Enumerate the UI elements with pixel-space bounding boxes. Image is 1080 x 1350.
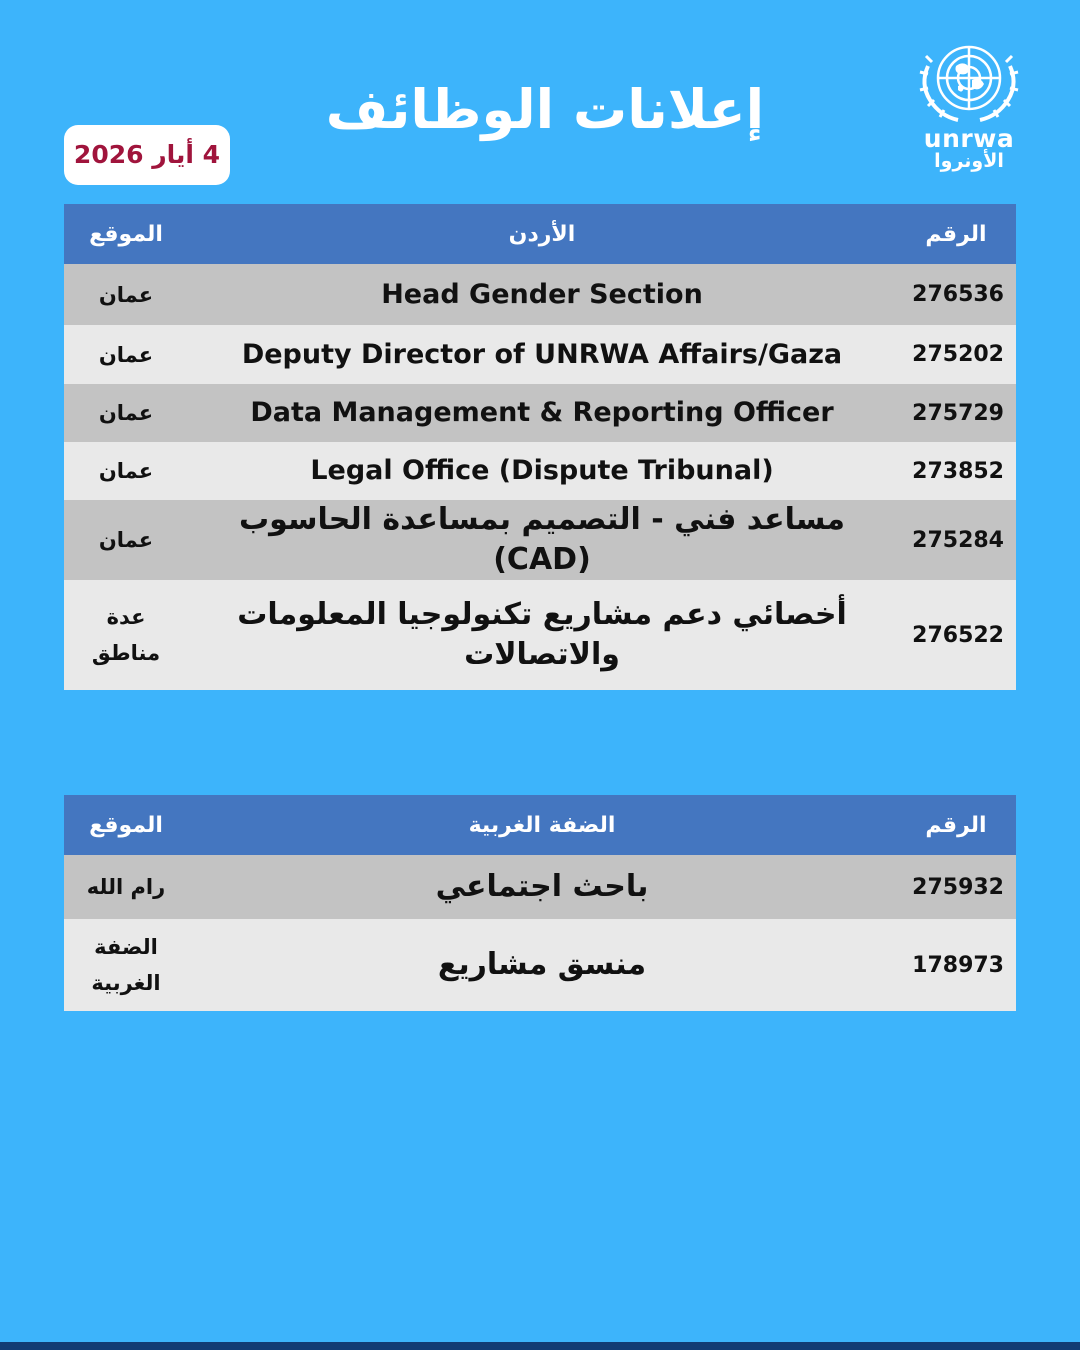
table-row (64, 264, 1016, 325)
job-number: 276522 (896, 580, 1016, 690)
job-title: أخصائي دعم مشاريع تكنولوجيا المعلومات والاتصالات (188, 580, 896, 690)
column-header-region: الأردن (188, 204, 896, 264)
column-header-number: الرقم (896, 795, 1016, 855)
page-title: إعلانات الوظائف (325, 78, 765, 141)
job-title: باحث اجتماعي (188, 855, 896, 919)
job-number: 275284 (896, 500, 1016, 580)
jobs-table-west-bank (64, 795, 1016, 1011)
column-header-location: الموقع (64, 204, 188, 264)
job-title: Legal Office (Dispute Tribunal) (188, 442, 896, 500)
job-location: عمان (64, 500, 188, 580)
job-number: 273852 (896, 442, 1016, 500)
table-row (64, 500, 1016, 580)
job-location: رام الله (64, 855, 188, 919)
table-row (64, 580, 1016, 690)
unrwa-logo (914, 36, 1024, 176)
job-title: منسق مشاريع (188, 919, 896, 1011)
job-number: 275932 (896, 855, 1016, 919)
job-title: Head Gender Section (188, 264, 896, 325)
job-location: الضفة الغربية (64, 919, 188, 1011)
table-row (64, 442, 1016, 500)
job-title: Data Management & Reporting Officer (188, 384, 896, 442)
job-location: عمان (64, 264, 188, 325)
logo-text-en: unrwa (923, 124, 1015, 153)
job-title: Deputy Director of UNRWA Affairs/Gaza (188, 325, 896, 384)
job-title: مساعد فني - التصميم بمساعدة الحاسوب (CAD) (188, 500, 896, 580)
table-row (64, 919, 1016, 1011)
job-number: 275729 (896, 384, 1016, 442)
column-header-location: الموقع (64, 795, 188, 855)
logo-text-ar: الأونروا (934, 150, 1004, 172)
jobs-table-jordan (64, 204, 1016, 690)
job-location: عمان (64, 442, 188, 500)
column-header-number: الرقم (896, 204, 1016, 264)
table-row (64, 384, 1016, 442)
column-header-region: الضفة الغربية (188, 795, 896, 855)
un-emblem-icon (914, 36, 1024, 128)
job-location: عدة مناطق (64, 580, 188, 690)
bottom-bar (0, 1342, 1080, 1350)
job-location: عمان (64, 384, 188, 442)
job-number: 178973 (896, 919, 1016, 1011)
job-location: عمان (64, 325, 188, 384)
job-number: 275202 (896, 325, 1016, 384)
table-row (64, 325, 1016, 384)
date-badge: 4 أيار 2026 (64, 125, 230, 185)
table-row (64, 855, 1016, 919)
job-number: 276536 (896, 264, 1016, 325)
table-header-row (64, 204, 1016, 264)
table-header-row (64, 795, 1016, 855)
